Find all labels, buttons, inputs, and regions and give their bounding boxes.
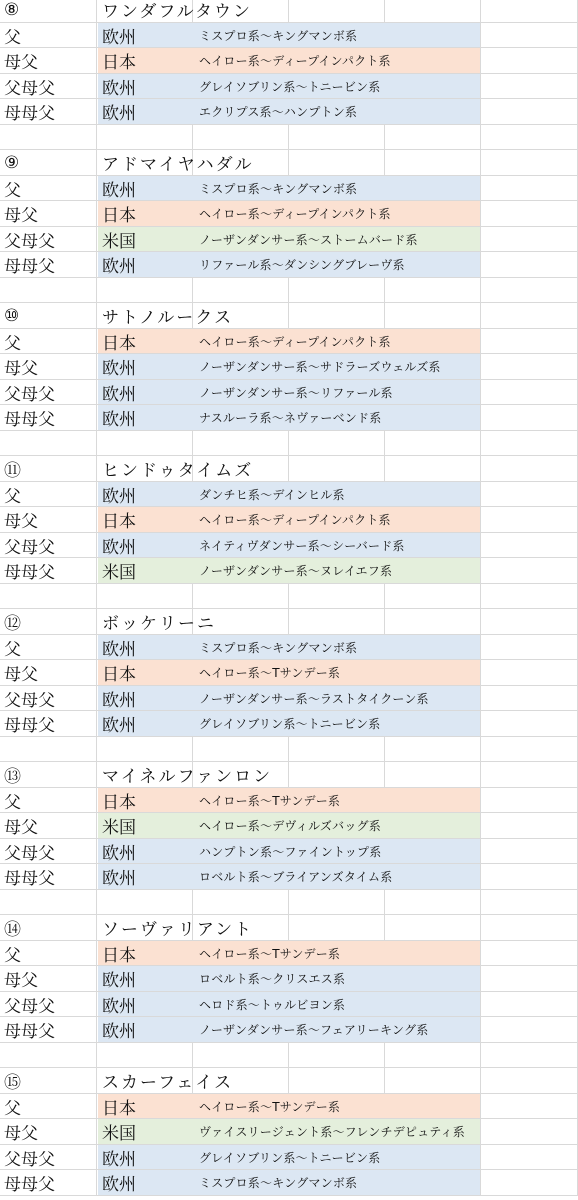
spacer-row [0, 890, 578, 916]
pedigree-row [0, 635, 578, 661]
grid-cell[interactable] [289, 762, 385, 788]
grid-cell[interactable] [481, 1145, 578, 1171]
pedigree-row [0, 252, 578, 278]
region-label: 日本 [102, 206, 136, 227]
grid-cell[interactable] [97, 584, 193, 610]
grid-cell[interactable] [385, 609, 481, 635]
grid-cell[interactable] [481, 686, 578, 712]
region-label: 欧州 [102, 359, 136, 380]
grid-cell[interactable] [0, 890, 97, 916]
grid-cell[interactable] [481, 74, 578, 100]
region-label: 日本 [102, 792, 136, 813]
grid-cell[interactable] [289, 456, 385, 482]
grid-cell[interactable] [481, 329, 578, 355]
ancestor-role: 母父 [4, 1124, 38, 1145]
grid-cell[interactable] [289, 278, 385, 304]
pedigree-row [0, 558, 578, 584]
spacer-row [0, 278, 578, 304]
pedigree-row [0, 686, 578, 712]
grid-cell[interactable] [481, 941, 578, 967]
region-label: 欧州 [102, 27, 136, 48]
horse-number: ⑬ [4, 767, 21, 788]
grid-cell[interactable] [0, 125, 97, 151]
spacer-row [0, 431, 578, 457]
grid-cell[interactable] [481, 762, 578, 788]
horse-number: ⑫ [4, 614, 21, 635]
horse-header-row [0, 1068, 578, 1094]
ancestor-role: 父 [4, 792, 21, 813]
pedigree-row [0, 839, 578, 865]
ancestor-role: 父 [4, 333, 21, 354]
grid-cell[interactable] [481, 1043, 578, 1069]
ancestor-role: 母母父 [4, 104, 55, 125]
sire-line: ヘイロー系〜Tサンデー系 [199, 793, 341, 808]
grid-cell[interactable] [481, 303, 578, 329]
pedigree-row [0, 380, 578, 406]
ancestor-role: 父 [4, 639, 21, 660]
pedigree-row [0, 941, 578, 967]
grid-cell[interactable] [481, 966, 578, 992]
grid-cell[interactable] [481, 507, 578, 533]
pedigree-row [0, 354, 578, 380]
ancestor-role: 父母父 [4, 1149, 55, 1170]
grid-cell[interactable] [289, 609, 385, 635]
grid-cell[interactable] [0, 1043, 97, 1069]
sire-line: ミスプロ系〜キングマンボ系 [199, 181, 358, 196]
sire-line: ヘイロー系〜Tサンデー系 [199, 946, 341, 961]
sire-line: ノーザンダンサー系〜リファール系 [199, 385, 393, 400]
region-label: 米国 [102, 231, 136, 252]
grid-cell[interactable] [97, 1043, 193, 1069]
sire-line: ヘイロー系〜ディープインパクト系 [199, 513, 391, 528]
grid-cell[interactable] [289, 0, 385, 23]
grid-cell[interactable] [481, 252, 578, 278]
grid-cell[interactable] [481, 150, 578, 176]
sire-line: ロベルト系〜クリスエス系 [199, 972, 346, 987]
ancestor-role: 父母父 [4, 384, 55, 405]
pedigree-row [0, 227, 578, 253]
grid-cell[interactable] [385, 1043, 481, 1069]
ancestor-role: 父 [4, 180, 21, 201]
ancestor-role: 母父 [4, 206, 38, 227]
region-label: 欧州 [102, 1175, 136, 1196]
region-label: 日本 [102, 333, 136, 354]
ancestor-role: 父母父 [4, 78, 55, 99]
grid-cell[interactable] [481, 431, 578, 457]
horse-number: ⑪ [4, 461, 21, 482]
pedigree-row [0, 813, 578, 839]
grid-cell[interactable] [385, 0, 481, 23]
pedigree-row [0, 201, 578, 227]
grid-cell[interactable] [0, 737, 97, 763]
grid-cell[interactable] [385, 915, 481, 941]
grid-cell[interactable] [481, 456, 578, 482]
region-label: 米国 [102, 818, 136, 839]
horse-number: ⑮ [4, 1073, 21, 1094]
grid-cell[interactable] [481, 890, 578, 916]
grid-cell[interactable] [481, 839, 578, 865]
region-label: 欧州 [102, 537, 136, 558]
grid-cell[interactable] [481, 1119, 578, 1145]
region-label: 欧州 [102, 996, 136, 1017]
region-label: 日本 [102, 665, 136, 686]
grid-cell[interactable] [385, 303, 481, 329]
ancestor-role: 父 [4, 945, 21, 966]
sire-line: ネイティヴダンサー系〜シーバード系 [199, 538, 405, 553]
grid-cell[interactable] [481, 125, 578, 151]
region-label: 欧州 [102, 384, 136, 405]
ancestor-role: 母母父 [4, 1175, 55, 1196]
grid-cell[interactable] [193, 737, 289, 763]
region-label: 日本 [102, 512, 136, 533]
sire-line: ヘイロー系〜ディープインパクト系 [199, 54, 391, 69]
grid-cell[interactable] [289, 431, 385, 457]
pedigree-row [0, 482, 578, 508]
grid-cell[interactable] [97, 278, 193, 304]
sire-line: ノーザンダンサー系〜ストームバード系 [199, 232, 418, 247]
grid-cell[interactable] [289, 150, 385, 176]
horse-name: スカーフェイス [102, 1073, 234, 1094]
grid-cell[interactable] [481, 1068, 578, 1094]
horse-number: ⑭ [4, 920, 21, 941]
grid-cell[interactable] [481, 533, 578, 559]
grid-cell[interactable] [481, 584, 578, 610]
grid-cell[interactable] [481, 23, 578, 49]
pedigree-row [0, 864, 578, 890]
grid-cell[interactable] [289, 1068, 385, 1094]
region-label: 日本 [102, 1098, 136, 1119]
ancestor-role: 母母父 [4, 1022, 55, 1043]
grid-cell[interactable] [481, 864, 578, 890]
grid-cell[interactable] [481, 711, 578, 737]
ancestor-role: 父母父 [4, 996, 55, 1017]
grid-cell[interactable] [289, 584, 385, 610]
region-label: 米国 [102, 1124, 136, 1145]
pedigree-row [0, 74, 578, 100]
ancestor-role: 父母父 [4, 843, 55, 864]
region-label: 欧州 [102, 843, 136, 864]
pedigree-row [0, 1145, 578, 1171]
grid-cell[interactable] [481, 1017, 578, 1043]
region-label: 欧州 [102, 869, 136, 890]
grid-cell[interactable] [481, 1094, 578, 1120]
pedigree-row [0, 992, 578, 1018]
ancestor-role: 母父 [4, 53, 38, 74]
grid-cell[interactable] [481, 380, 578, 406]
spacer-row [0, 584, 578, 610]
horse-name: ワンダフルタウン [102, 2, 252, 23]
grid-cell[interactable] [97, 125, 193, 151]
region-label: 欧州 [102, 971, 136, 992]
ancestor-role: 母父 [4, 359, 38, 380]
region-label: 欧州 [102, 716, 136, 737]
region-label: 欧州 [102, 257, 136, 278]
sire-line: ノーザンダンサー系〜フェアリーキング系 [199, 1023, 429, 1038]
grid-cell[interactable] [481, 660, 578, 686]
grid-cell[interactable] [289, 125, 385, 151]
sire-line: ヘロド系〜トゥルビヨン系 [199, 997, 346, 1012]
grid-cell[interactable] [481, 788, 578, 814]
sire-line: ミスプロ系〜キングマンボ系 [199, 640, 358, 655]
spacer-row [0, 1043, 578, 1069]
pedigree-row [0, 1170, 578, 1196]
sire-line: ハンプトン系〜ファイントップ系 [199, 844, 382, 859]
grid-cell[interactable] [97, 431, 193, 457]
pedigree-row [0, 1119, 578, 1145]
grid-cell[interactable] [385, 150, 481, 176]
grid-cell[interactable] [193, 584, 289, 610]
pedigree-row [0, 48, 578, 74]
grid-cell[interactable] [481, 48, 578, 74]
ancestor-role: 母母父 [4, 563, 55, 584]
region-label: 欧州 [102, 180, 136, 201]
grid-cell[interactable] [481, 176, 578, 202]
grid-cell[interactable] [385, 456, 481, 482]
pedigree-row [0, 99, 578, 125]
grid-cell[interactable] [481, 609, 578, 635]
horse-name: ソーヴァリアント [102, 920, 254, 941]
region-label: 欧州 [102, 1022, 136, 1043]
region-label: 欧州 [102, 639, 136, 660]
region-label: 欧州 [102, 486, 136, 507]
ancestor-role: 父母父 [4, 231, 55, 252]
grid-cell[interactable] [289, 303, 385, 329]
grid-cell[interactable] [481, 405, 578, 431]
horse-header-row [0, 762, 578, 788]
grid-cell[interactable] [481, 915, 578, 941]
sire-line: ヴァイスリージェント系〜フレンチデピュティ系 [199, 1125, 465, 1140]
sire-line: ノーザンダンサー系〜ヌレイエフ系 [199, 564, 393, 579]
sire-line: リファール系〜ダンシングブレーヴ系 [199, 258, 405, 273]
horse-name: ヒンドゥタイムズ [102, 461, 254, 482]
ancestor-role: 母母父 [4, 410, 55, 431]
grid-cell[interactable] [193, 890, 289, 916]
sire-line: ノーザンダンサー系〜サドラーズウェルズ系 [199, 360, 441, 375]
pedigree-row [0, 1094, 578, 1120]
sire-line: ノーザンダンサー系〜ラストタイクーン系 [199, 691, 429, 706]
region-label: 日本 [102, 53, 136, 74]
horse-header-row [0, 609, 578, 635]
ancestor-role: 母母父 [4, 869, 55, 890]
sire-line: ヘイロー系〜デヴィルズバッグ系 [199, 819, 381, 834]
grid-cell[interactable] [193, 278, 289, 304]
grid-cell[interactable] [289, 890, 385, 916]
grid-cell[interactable] [385, 1068, 481, 1094]
grid-cell[interactable] [481, 1170, 578, 1196]
pedigree-row [0, 507, 578, 533]
ancestor-role: 父母父 [4, 537, 55, 558]
ancestor-role: 母父 [4, 665, 38, 686]
ancestor-role: 母父 [4, 818, 38, 839]
grid-cell[interactable] [385, 125, 481, 151]
region-label: 欧州 [102, 78, 136, 99]
sire-line: ロベルト系〜ブライアンズタイム系 [199, 870, 393, 885]
horse-number: ⑧ [4, 0, 20, 20]
grid-cell[interactable] [289, 915, 385, 941]
grid-cell[interactable] [481, 278, 578, 304]
grid-cell[interactable] [481, 558, 578, 584]
horse-header-row [0, 303, 578, 329]
grid-cell[interactable] [481, 482, 578, 508]
ancestor-role: 父 [4, 486, 21, 507]
sire-line: エクリプス系〜ハンプトン系 [199, 105, 358, 120]
sire-line: ヘイロー系〜Tサンデー系 [199, 666, 341, 681]
region-label: 欧州 [102, 104, 136, 125]
grid-cell[interactable] [385, 762, 481, 788]
region-label: 欧州 [102, 690, 136, 711]
grid-cell[interactable] [193, 125, 289, 151]
pedigree-row [0, 788, 578, 814]
pedigree-row [0, 329, 578, 355]
ancestor-role: 母母父 [4, 716, 55, 737]
grid-cell[interactable] [385, 584, 481, 610]
grid-cell[interactable] [385, 431, 481, 457]
grid-cell[interactable] [481, 0, 578, 23]
horse-name: サトノルークス [102, 308, 234, 329]
ancestor-role: 父母父 [4, 690, 55, 711]
horse-header-row [0, 915, 578, 941]
grid-cell[interactable] [193, 1043, 289, 1069]
grid-cell[interactable] [97, 890, 193, 916]
sire-line: ヘイロー系〜ディープインパクト系 [199, 334, 391, 349]
grid-cell[interactable] [481, 992, 578, 1018]
horse-name: ボッケリーニ [102, 614, 216, 635]
pedigree-row [0, 711, 578, 737]
ancestor-role: 母母父 [4, 257, 55, 278]
pedigree-row [0, 405, 578, 431]
grid-cell[interactable] [481, 635, 578, 661]
grid-cell[interactable] [481, 99, 578, 125]
sire-line: ナスルーラ系〜ネヴァーベンド系 [199, 411, 382, 426]
pedigree-row [0, 660, 578, 686]
region-label: 日本 [102, 945, 136, 966]
pedigree-row [0, 23, 578, 49]
region-label: 欧州 [102, 410, 136, 431]
grid-cell[interactable] [481, 201, 578, 227]
horse-header-row [0, 150, 578, 176]
ancestor-role: 母父 [4, 971, 38, 992]
sire-line: グレイソブリン系〜トニービン系 [199, 1150, 381, 1165]
spacer-row [0, 125, 578, 151]
sire-line: ダンチヒ系〜デインヒル系 [199, 487, 345, 502]
sire-line: ミスプロ系〜キングマンボ系 [199, 28, 358, 43]
grid-cell[interactable] [289, 737, 385, 763]
ancestor-role: 母父 [4, 512, 38, 533]
region-label: 米国 [102, 563, 136, 584]
grid-cell[interactable] [0, 278, 97, 304]
grid-cell[interactable] [481, 737, 578, 763]
horse-name: マイネルファンロン [102, 767, 273, 788]
ancestor-role: 父 [4, 27, 21, 48]
horse-header-row [0, 0, 578, 23]
pedigree-row [0, 966, 578, 992]
grid-cell[interactable] [385, 890, 481, 916]
grid-cell[interactable] [193, 431, 289, 457]
horse-number: ⑩ [4, 305, 20, 326]
grid-cell[interactable] [289, 1043, 385, 1069]
sire-line: ヘイロー系〜Tサンデー系 [199, 1099, 341, 1114]
sire-line: ミスプロ系〜キングマンボ系 [199, 1176, 358, 1191]
horse-name: アドマイヤハダル [102, 155, 254, 176]
region-label: 欧州 [102, 1149, 136, 1170]
spacer-row [0, 737, 578, 763]
pedigree-row [0, 533, 578, 559]
horse-number: ⑨ [4, 152, 20, 173]
sire-line: ヘイロー系〜ディープインパクト系 [199, 207, 391, 222]
grid-cell[interactable] [385, 737, 481, 763]
grid-cell[interactable] [0, 584, 97, 610]
ancestor-role: 父 [4, 1098, 21, 1119]
sire-line: グレイソブリン系〜トニービン系 [199, 79, 381, 94]
grid-cell[interactable] [481, 354, 578, 380]
grid-cell[interactable] [481, 227, 578, 253]
grid-cell[interactable] [97, 737, 193, 763]
pedigree-row [0, 176, 578, 202]
horse-header-row [0, 456, 578, 482]
sire-line: グレイソブリン系〜トニービン系 [199, 717, 381, 732]
grid-cell[interactable] [0, 431, 97, 457]
grid-cell[interactable] [385, 278, 481, 304]
grid-cell[interactable] [481, 813, 578, 839]
pedigree-row [0, 1017, 578, 1043]
